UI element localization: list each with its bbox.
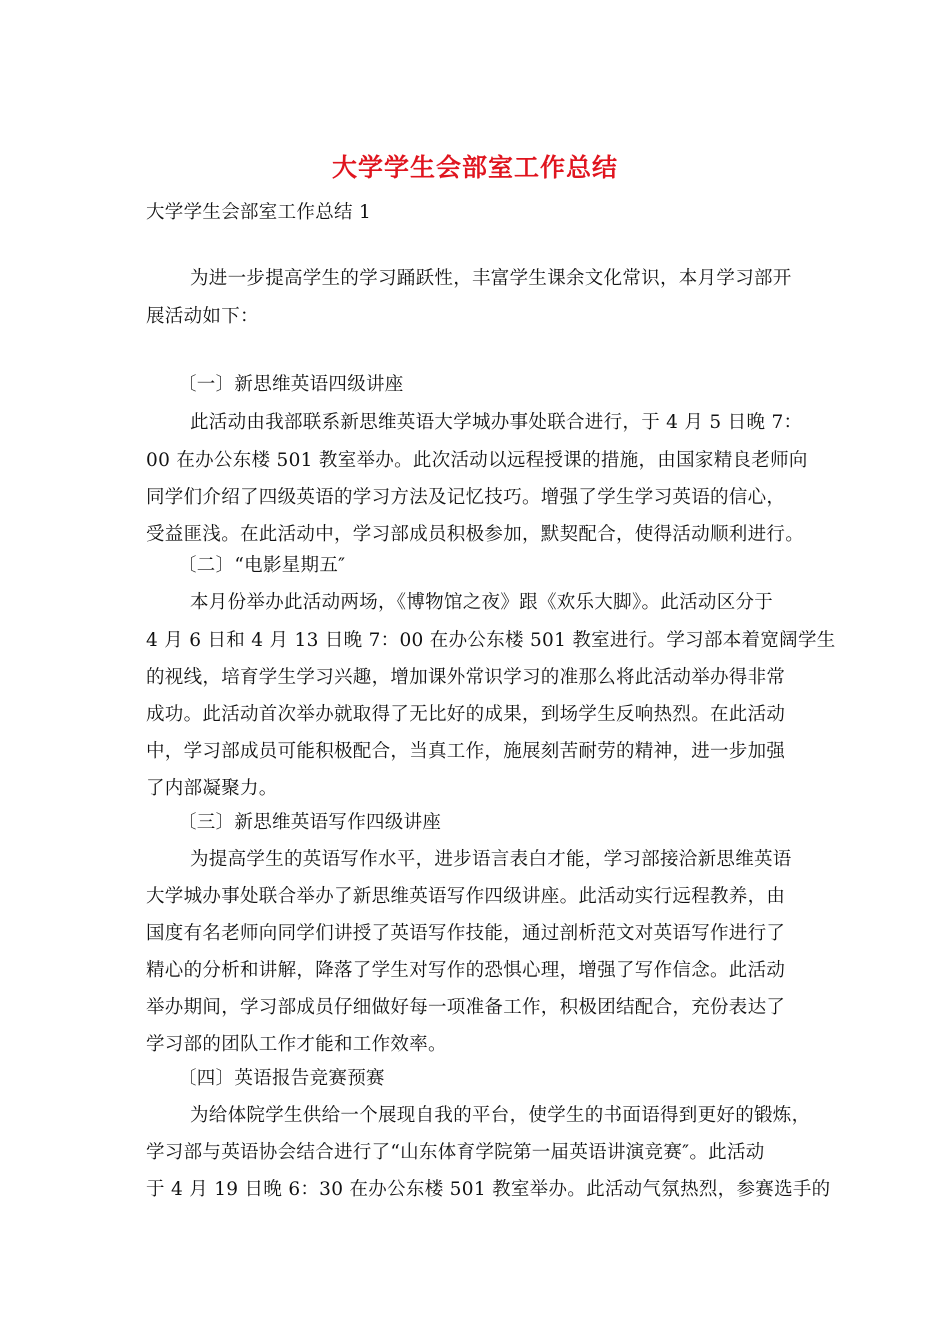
paragraph-line: 本月份举办此活动两场，《博物馆之夜》跟《欢乐大脚》。此活动区分于: [190, 592, 774, 613]
paragraph-line: 大学城办事处联合举办了新思维英语写作四级讲座。此活动实行远程教养，由: [146, 886, 786, 907]
intro-line: 为进一步提高学生的学习踊跃性，丰富学生课余文化常识，本月学习部开: [190, 268, 792, 289]
document-subtitle: 大学学生会部室工作总结 1: [146, 202, 372, 223]
paragraph-line: 了内部凝聚力。: [146, 778, 278, 799]
section-heading: 〔二〕“电影星期五″: [178, 555, 346, 576]
paragraph-line: 受益匪浅。在此活动中，学习部成员积极参加，默契配合，使得活动顺利进行。: [146, 524, 805, 545]
paragraph-line: 同学们介绍了四级英语的学习方法及记忆技巧。增强了学生学习英语的信心，: [146, 487, 786, 508]
section-heading: 〔一〕新思维英语四级讲座: [178, 374, 404, 395]
section-heading: 〔三〕新思维英语写作四级讲座: [178, 812, 442, 833]
paragraph-line: 中，学习部成员可能积极配合，当真工作，施展刻苦耐劳的精神，进一步加强: [146, 741, 786, 762]
paragraph-line: 学习部的团队工作才能和工作效率。: [146, 1034, 447, 1055]
paragraph-line: 国度有名老师向同学们讲授了英语写作技能，通过剖析范文对英语写作进行了: [146, 923, 786, 944]
paragraph-line: 为给体院学生供给一个展现自我的平台，使学生的书面语得到更好的锻炼，: [190, 1105, 811, 1126]
paragraph-line: 00 在办公东楼 501 教室举办。此次活动以远程授课的措施，由国家精良老师向: [146, 450, 808, 471]
paragraph-line: 精心的分析和讲解，降落了学生对写作的恐惧心理，增强了写作信念。此活动: [146, 960, 786, 981]
document-title: 大学学生会部室工作总结: [331, 153, 618, 182]
paragraph-line: 此活动由我部联系新思维英语大学城办事处联合进行，于 4 月 5 日晚 7：: [190, 412, 803, 433]
paragraph-line: 学习部与英语协会结合进行了“山东体育学院第一届英语讲演竞赛″。此活动: [146, 1142, 765, 1163]
paragraph-line: 成功。此活动首次举办就取得了无比好的成果，到场学生反响热烈。在此活动: [146, 704, 786, 725]
section-heading: 〔四〕英语报告竞赛预赛: [178, 1068, 385, 1089]
paragraph-line: 为提高学生的英语写作水平，进步语言表白才能，学习部接洽新思维英语: [190, 849, 792, 870]
intro-line: 展活动如下：: [146, 306, 259, 327]
paragraph-line: 的视线，培育学生学习兴趣，增加课外常识学习的准那么将此活动举办得非常: [146, 667, 786, 688]
paragraph-line: 举办期间，学习部成员仔细做好每一项准备工作，积极团结配合，充份表达了: [146, 997, 786, 1018]
paragraph-line: 于 4 月 19 日晚 6：30 在办公东楼 501 教室举办。此活动气氛热烈，参赛选手的: [146, 1179, 831, 1200]
paragraph-line: 4 月 6 日和 4 月 13 日晚 7：00 在办公东楼 501 教室进行。学习部本着宽阔学生: [146, 630, 836, 651]
